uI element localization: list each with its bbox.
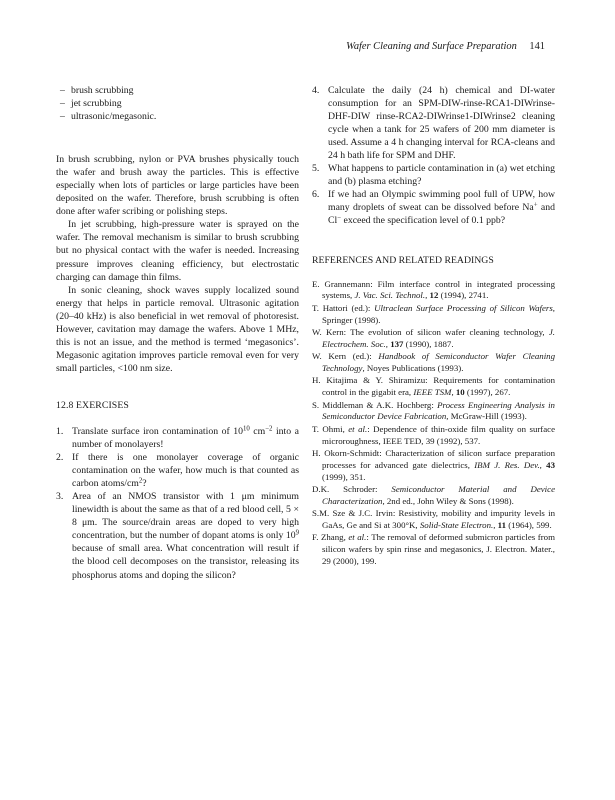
- reference-item: T. Hattori (ed.): Ultraclean Surface Processing of Silicon Wafers, Springer (1998).: [312, 302, 556, 325]
- reference-item: F. Zhang, et al.: The removal of deformed submicron particles from silicon wafers by spin rinse and megasonics, J. Electron. Mater., 29 (2000), 199.: [312, 532, 555, 566]
- right-column: [312, 84, 555, 568]
- references-heading: REFERENCES AND RELATED READINGS: [312, 254, 494, 266]
- reference-item: D.K. Schroder: Semiconductor Material and Device Characterization, 2nd ed., John Wiley & Sons (1998).: [312, 483, 555, 506]
- reference-item: E. Grannemann: Film interface control in integrated processing systems, J. Vac. Sci. Technol., 12 (1994), 2741.: [312, 278, 555, 301]
- cleaning-methods-list: [56, 84, 299, 123]
- exercise-list: [56, 425, 299, 582]
- reference-item: S. Middleman & A.K. Hochberg: Process Engineering Analysis in Semiconductor Device Fabrication, McGraw-Hill (1993).: [312, 399, 555, 422]
- exercises-heading: 12.8 EXERCISES: [56, 399, 129, 411]
- exercise-list-continued: [312, 84, 555, 228]
- left-column: [56, 84, 299, 582]
- references-list: [312, 279, 555, 568]
- paragraph-brush-scrubbing: In brush scrubbing, nylon or PVA brushes physically touch the wafer and brush away the particles. This is effective especially when lots of particles or large particles have been deposited on the wafer. Therefore, brush scrubbing is often done after wafer scribing or polishing steps.: [56, 154, 299, 218]
- paragraph-sonic-cleaning: In sonic cleaning, shock waves supply localized sound energy that helps in particle removal. Ultrasonic agitation (20–40 kHz) is also beneficial in wet removal of photoresist. However, cavitation may damage the wafers. Above 1 MHz, this is not an issue, and the method is termed ‘megasonics’. Megasonic agitation improves particle removal even for very small particles, <100 nm size.: [56, 284, 299, 374]
- exercise-2: 2. If there is one monolayer coverage of organic contamination on the wafer, how much is that counted as carbon atoms/$cm^2$?: [56, 452, 299, 490]
- exercise-4: 4. Calculate the daily (24 h) chemical and DI-water consumption for an SPM-DIW-rinse-RCA1-DIWrinse-DHF-DIW rinse-RCA2-DIWrinse1-DIWrinse2 cleaning cycle when a tank for 25 wafers of 200 mm diameter is used. Assume a 4 h changing interval for RCA-cleans and 24 h bath life for SPM and DHF.: [312, 85, 555, 162]
- exercise-6: 6. If we had an Olympic swimming pool full of UPW, how many droplets of sweat can be dissolved before Na+ and Cl− exceed the specification level of 0.1 ppb?: [312, 189, 556, 227]
- list-item: – brush scrubbing: [56, 84, 299, 97]
- running-title: Wafer Cleaning and Surface Preparation: [346, 41, 517, 52]
- page-number: 141: [529, 41, 545, 52]
- list-item: – ultrasonic/megasonic.: [56, 110, 299, 123]
- running-header: [346, 41, 545, 52]
- reference-item: S.M. Sze & J.C. Irvin: Resistivity, mobility and impurity levels in GaAs, Ge and Si at 300°K, Solid-State Electron., 11 (1964), 599.: [312, 508, 555, 530]
- reference-item: W. Kern (ed.): Handbook of Semiconductor Wafer Cleaning Technology, Noyes Publications (1993).: [312, 351, 556, 373]
- reference-item: H. Kitajima & Y. Shiramizu: Requirements for contamination control in the gigabit era, IEEE TSM, 10 (1997), 267.: [312, 375, 555, 398]
- exercise-1: 1. Translate surface iron contamination of $10^{10}$ $cm^{-2}$ into a number of monolayers!: [56, 425, 299, 451]
- reference-item: H. Okorn-Schmidt: Characterization of silicon surface preparation processes for advanced gate dielectrics, IBM J. Res. Dev., 43 (1999), 351.: [312, 447, 555, 482]
- paragraph-jet-scrubbing: In jet scrubbing, high-pressure water is sprayed on the wafer. The removal mechanism is similar to brush scrubbing but no physical contact with the wafer is needed. Increasing pressure improves cleaning efficiency, but electrostatic charging can damage thin films.: [56, 219, 299, 283]
- exercise-5: 5. What happens to particle contamination in (a) wet etching and (b) plasma etching?: [312, 163, 555, 188]
- exercise-3: 3. Area of an NMOS transistor with 1 μm minimum linewidth is about the same as that of a red blood cell, 5 × 8 μm. The source/drain areas are doped to very high concentration, but the number of dopant atoms is only $10^9$ because of small area. What concentration will result if the blood cell decomposes on the transistor, releasing its phosphorus atoms and doping the silicon?: [56, 491, 299, 581]
- list-item: – jet scrubbing: [56, 97, 299, 110]
- reference-item: T. Ohmi, et al.: Dependence of thin-oxide film quality on surface microroughness, IEEE TED, 39 (1992), 537.: [312, 423, 556, 446]
- reference-item: W. Kern: The evolution of silicon wafer cleaning technology, J. Electrochem. Soc., 137 (1990), 1887.: [312, 326, 555, 349]
